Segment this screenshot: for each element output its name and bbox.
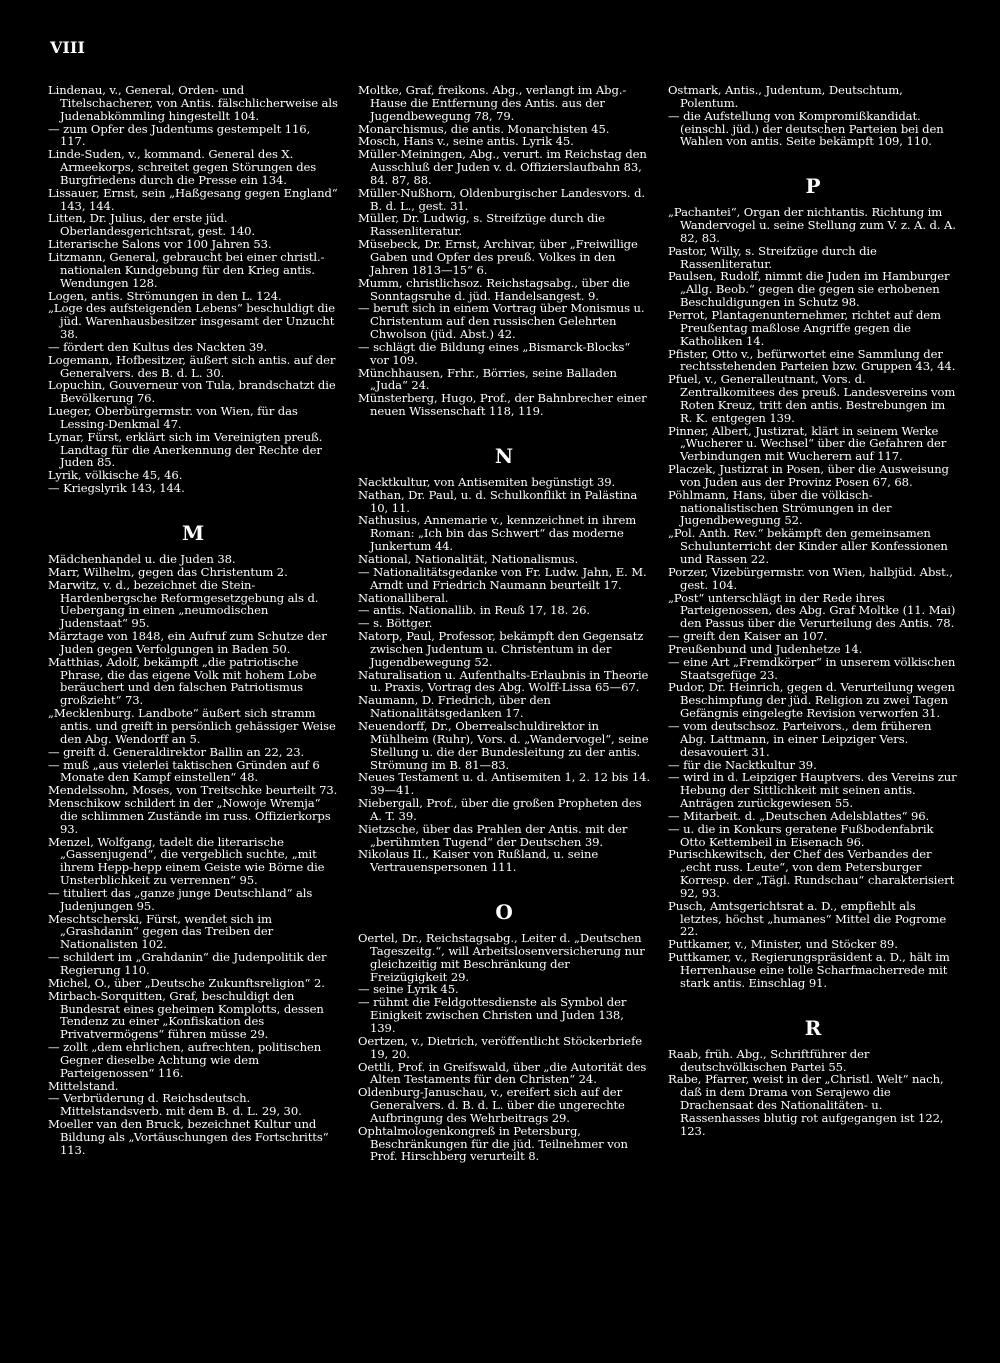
index-entry: Lopuchin, Gouverneur von Tula, brandschatzt die Bevölkerung 76.: [48, 378, 336, 406]
index-entry: Litten, Dr. Julius, der erste jüd. Oberlandesgerichtsrat, gest. 140.: [48, 211, 256, 239]
index-entry: Mirbach-Sorquitten, Graf, beschuldigt den Bundesrat eines geheimen Komplotts, dessen Tendenz zu einer „Konfiskation des Privatvermögens“ führen müsse 29.: [48, 988, 324, 1042]
index-entry: Menschikow schildert in der „Nowoje Wremja“ die schlimmen Zustände im russ. Offizierkorps 93.: [48, 796, 331, 836]
index-entry: Moeller van den Bruck, bezeichnet Kultur und Bildung als „Vortäuschungen des Fortschritts“ 113.: [48, 1117, 329, 1157]
index-entry: Marr, Wilhelm, gegen das Christentum 2.: [48, 564, 288, 579]
index-entry: Pöhlmann, Hans, über die völkisch-nationalistischen Strömungen in der Jugendbewegung 52.: [668, 487, 892, 528]
index-entry: — schlägt die Bildung eines „Bismarck-Blocks“ vor 109.: [358, 339, 631, 367]
index-entry: Purischkewitsch, der Chef des Verbandes der „echt russ. Leute“, von dem Petersburger Korresp. der „Tägl. Rundschau“ charakterisiert 92, 93.: [668, 847, 955, 900]
index-entry: Nationalliberal.: [358, 590, 449, 605]
index-entry: Rabe, Pfarrer, weist in der „Christl. Welt“ nach, daß in dem Drama von Serajewo die Drachensaat des Nationalitäten- u. Rassenhasses blutig rot aufgegangen ist 122, 123.: [668, 1072, 944, 1138]
index-entry: Michel, O., über „Deutsche Zukunftsreligion“ 2.: [48, 975, 325, 990]
index-entry: Naturalisation u. Aufenthalts-Erlaubnis in Theorie u. Praxis, Vortrag des Abg. Wolff-Lissa 65—67.: [358, 667, 649, 695]
index-entry: Logen, antis. Strömungen in den L. 124.: [48, 288, 282, 303]
index-entry: Naumann, D. Friedrich, über den Nationalitätsgedanken 17.: [358, 693, 551, 721]
section-letter: O: [495, 900, 513, 925]
index-entry: Lueger, Oberbürgermstr. von Wien, für das Lessing-Denkmal 47.: [48, 404, 298, 431]
index-entry: Münsterberg, Hugo, Prof., der Bahnbrecher einer neuen Wissenschaft 118, 119.: [358, 391, 647, 419]
index-entry: „Loge des aufsteigenden Lebens“ beschuldigt die jüd. Warenhausbesitzer insgesamt der Unzucht 38.: [48, 301, 336, 342]
index-entry: — muß „aus vielerlei taktischen Gründen auf 6 Monate den Kampf einstellen“ 48.: [48, 757, 320, 785]
index-entry: — Nationalitätsgedanke von Fr. Ludw. Jahn, E. M. Arndt und Friedrich Naumann beurteilt 17.: [358, 564, 647, 592]
index-entry: Monarchismus, die antis. Monarchisten 45.: [358, 121, 610, 136]
index-entry: Moltke, Graf, freikons. Abg., verlangt im Abg.-Hause die Entfernung des Antis. aus der Jugendbewegung 78, 79.: [358, 83, 627, 123]
index-entry: Linde-Suden, v., kommand. General des X. Armeekorps, schreitet gegen Störungen des Burgfriedens durch die Presse ein 134.: [48, 147, 317, 187]
index-entry: — zum Opfer des Judentums gestempelt 116, 117.: [48, 121, 311, 149]
index-entry: — tituliert das „ganze junge Deutschland“ als Judenjungen 95.: [48, 885, 313, 913]
index-entry: Meschtscherski, Fürst, wendet sich im „Grashdanin“ gegen das Treiben der Nationalisten 102.: [48, 911, 274, 952]
index-entry: — zollt „dem ehrlichen, aufrechten, politischen Gegner dieselbe Achtung wie dem Parteigenossen“ 116.: [48, 1040, 322, 1080]
index-entry: Puttkamer, v., Minister, und Stöcker 89.: [668, 937, 898, 952]
index-entry: Literarische Salons vor 100 Jahren 53.: [48, 237, 272, 252]
index-entry: Lindenau, v., General, Orden- und Titelschacherer, von Antis. fälschlicherweise als Judenabkömmling hingestellt 104.: [48, 83, 338, 123]
index-entry: Oettli, Prof. in Greifswald, über „die Autorität des Alten Testaments für den Christen“ 24.: [358, 1059, 647, 1087]
index-entry: Matthias, Adolf, bekämpft „die patriotische Phrase, die das eigene Volk mit hohem Lobe beräuchert und den falschen Patriotismus großzieht“ 73.: [48, 654, 317, 708]
index-entry: Niebergall, Prof., über die großen Propheten des A. T. 39.: [358, 796, 642, 823]
index-entry: Nietzsche, über das Prahlen der Antis. mit der „berühmten Tugend“ der Deutschen 39.: [358, 821, 628, 849]
index-entry: — seine Lyrik 45.: [358, 982, 459, 997]
index-entry: Mosch, Hans v., seine antis. Lyrik 45.: [358, 134, 574, 149]
index-entry: Paulsen, Rudolf, nimmt die Juden im Hamburger „Allg. Beob.“ gegen die gegen sie erhobenen Beschuldigungen in Schutz 98.: [668, 269, 950, 310]
index-entry: Preußenbund und Judenhetze 14.: [668, 641, 863, 656]
index-entry: Ostmark, Antis., Judentum, Deutschtum, Polentum.: [668, 83, 903, 110]
index-entry: — rühmt die Feldgottesdienste als Symbol der Einigkeit zwischen Christen und Juden 138, 139.: [358, 995, 627, 1035]
index-entry: Pastor, Willy, s. Streifzüge durch die Rassenliteratur.: [668, 243, 877, 271]
page-number: VIII: [50, 38, 85, 57]
index-entry: Marwitz, v. d., bezeichnet die Stein-Hardenbergsche Reformgesetzgebung als d. Uebergang in einen „neumodischen Judenstaat“ 95.: [48, 577, 319, 631]
index-entry: Porzer, Vizebürgermstr. von Wien, halbjüd. Abst., gest. 104.: [668, 564, 953, 592]
section-letter: P: [805, 174, 821, 199]
index-entry: Neues Testament u. d. Antisemiten 1, 2. 12 bis 14. 39—41.: [358, 770, 651, 798]
index-entry: Pinner, Albert, Justizrat, klärt in seinem Werke „Wucherer u. Wechsel“ über die Gefahren der Verbindungen mit Wucherern auf 117.: [668, 423, 947, 464]
index-entry: Neuendorff, Dr., Oberrealschuldirektor in Mühlheim (Ruhr), Vors. d. „Wandervogel“, seine Stellung u. die der Bundesleitung zu der antis. Strömung im B. 81—83.: [358, 718, 649, 772]
index-entry: „Mecklenburg. Landbote“ äußert sich stramm antis. und greift in persönlich gehässiger Weise den Abg. Wendorff an 5.: [48, 706, 336, 746]
index-column-2: [358, 84, 650, 1163]
index-entry: Märztage von 1848, ein Aufruf zum Schutze der Juden gegen Verfolgungen in Baden 50.: [48, 629, 327, 656]
index-entry: Lyrik, völkische 45, 46.: [48, 468, 183, 483]
index-entry: Pudor, Dr. Heinrich, gegen d. Verurteilung wegen Beschimpfung der jüd. Religion zu zwei Tagen Gefängnis eingelegte Revision verworfen 31.: [668, 680, 955, 721]
index-entry: Oertel, Dr., Reichstagsabg., Leiter d. „Deutschen Tageszeitg.“, will Arbeitslosenversicherung nur gleichzeitig mit Beschränkung der Freizügigkeit 29.: [358, 931, 645, 984]
index-entry: Lissauer, Ernst, sein „Haßgesang gegen England“ 143, 144.: [48, 185, 338, 213]
index-entry: — Verbrüderung d. Reichsdeutsch. Mittelstandsverb. mit dem B. d. L. 29, 30.: [48, 1091, 302, 1119]
index-entry: Nacktkultur, von Antisemiten begünstigt 39.: [358, 474, 616, 489]
index-entry: Pfister, Otto v., befürwortet eine Sammlung der rechtsstehenden Parteien bzw. Gruppen 43, 44.: [668, 346, 956, 374]
index-entry: — Kriegslyrik 143, 144.: [48, 481, 185, 496]
index-entry: — Mitarbeit. d. „Deutschen Adelsblattes“ 96.: [668, 808, 930, 823]
index-entry: „Pachantei“, Organ der nichtantis. Richtung im Wandervogel u. seine Stellung zum V. z. A. d. A. 82, 83.: [668, 205, 956, 245]
index-entry: — beruft sich in einem Vortrag über Monismus u. Christentum auf den russischen Gelehrten Chwolson (jüd. Abst.) 42.: [358, 301, 645, 342]
index-entry: — vom deutschsoz. Parteivors., dem früheren Abg. Lattmann, in einer Leipziger Vers. desavouiert 31.: [668, 718, 932, 759]
index-entry: „Post“ unterschlägt in der Rede ihres Parteigenossen, des Abg. Graf Moltke (11. Mai) den Passus über die Verurteilung des Antis. 78.: [668, 590, 956, 631]
index-entry: Nikolaus II., Kaiser von Rußland, u. seine Vertrauenspersonen 111.: [358, 847, 599, 875]
index-entry: Mumm, christlichsoz. Reichstagsabg., über die Sonntagsruhe d. jüd. Handelsangest. 9.: [358, 275, 630, 303]
index-entry: — antis. Nationallib. in Reuß 17, 18. 26.: [358, 603, 590, 618]
index-entry: — die Aufstellung von Kompromißkandidat. (einschl. jüd.) der deutschen Parteien bei den Wahlen von antis. Seite bekämpft 109, 110.: [668, 108, 944, 149]
index-entry: Placzek, Justizrat in Posen, über die Ausweisung von Juden aus der Provinz Posen 67, 68.: [668, 462, 949, 489]
index-entry: — eine Art „Fremdkörper“ in unserem völkischen Staatsgefüge 23.: [668, 654, 956, 682]
index-entry: Mendelssohn, Moses, von Treitschke beurteilt 73.: [48, 783, 338, 798]
index-entry: Logemann, Hofbesitzer, äußert sich antis. auf der Generalvers. des B. d. L. 30.: [48, 352, 336, 380]
index-entry: Ophtalmologenkongreß in Petersburg, Beschränkungen für die jüd. Teilnehmer von Prof. Hirschberg verurteilt 8.: [358, 1123, 628, 1164]
index-column-1: [48, 84, 338, 1157]
index-entry: Litzmann, General, gebraucht bei einer christl.-nationalen Kundgebung für den Krieg antis. Wendungen 128.: [48, 249, 325, 290]
index-entry: Raab, früh. Abg., Schriftführer der deutschvölkischen Partei 55.: [668, 1046, 870, 1074]
index-entry: — u. die in Konkurs geratene Fußbodenfabrik Otto Kettembeil in Eisenach 96.: [668, 821, 934, 849]
index-entry: Mädchenhandel u. die Juden 38.: [48, 552, 236, 566]
index-entry: Nathusius, Annemarie v., kennzeichnet in ihrem Roman: „Ich bin das Schwert“ das moderne Junkertum 44.: [358, 513, 637, 554]
index-entry: Pusch, Amtsgerichtsrat a. D., empfiehlt als letztes, höchst „humanes“ Mittel die Pogrome 22.: [668, 898, 947, 939]
section-letter: N: [494, 443, 514, 468]
index-entry: — für die Nacktkultur 39.: [668, 757, 817, 772]
index-entry: — greift den Kaiser an 107.: [668, 629, 828, 644]
index-entry: — schildert im „Grahdanin“ die Judenpolitik der Regierung 110.: [48, 950, 327, 977]
section-letter: R: [804, 1015, 822, 1040]
index-entry: Oldenburg-Januschau, v., ereifert sich auf der Generalvers. d. B. d. L. über die ungerechte Aufbringung des Wehrbeitrags 29.: [358, 1085, 625, 1125]
index-entry: „Pol. Anth. Rev.“ bekämpft den gemeinsamen Schulunterricht der Kinder aller Konfessionen und Rassen 22.: [668, 526, 948, 566]
index-entry: Müller-Meiningen, Abg., verurt. im Reichstag den Ausschluß der Juden v. d. Offizierslaufbahn 83, 84. 87, 88.: [358, 147, 647, 187]
index-entry: — wird in d. Leipziger Hauptvers. des Vereins zur Hebung der Sittlichkeit mit seinen antis. Anträgen zurückgewiesen 55.: [668, 770, 957, 811]
index-entry: — s. Böttger.: [358, 616, 433, 631]
index-entry: Nathan, Dr. Paul, u. d. Schulkonflikt in Palästina 10, 11.: [358, 487, 638, 515]
index-entry: Müller, Dr. Ludwig, s. Streifzüge durch die Rassenliteratur.: [358, 211, 605, 239]
index-entry: Müller-Nußhorn, Oldenburgischer Landesvors. d. B. d. L., gest. 31.: [358, 185, 645, 213]
index-entry: Menzel, Wolfgang, tadelt die literarische „Gassenjugend“, die vergeblich suchte, „mit ihrem Hepp-hepp einem Geiste wie Börne die Unsterblichkeit zu verrennen“ 95.: [48, 834, 325, 888]
index-entry: Natorp, Paul, Professor, bekämpft den Gegensatz zwischen Judentum u. Christentum in der Jugendbewegung 52.: [358, 629, 644, 669]
index-entry: Müsebeck, Dr. Ernst, Archivar, über „Freiwillige Gaben und Opfer des preuß. Volkes in den Jahren 1813—15“ 6.: [358, 237, 638, 277]
index-entry: Münchhausen, Frhr., Börries, seine Balladen „Juda“ 24.: [358, 365, 617, 393]
section-letter: M: [181, 521, 205, 545]
index-entry: Oertzen, v., Dietrich, veröffentlicht Stöckerbriefe 19, 20.: [358, 1033, 643, 1061]
index-entry: — greift d. Generaldirektor Ballin an 22, 23.: [48, 744, 305, 759]
index-entry: — fördert den Kultus des Nackten 39.: [48, 339, 268, 354]
index-entry: Puttkamer, v., Regierungspräsident a. D., hält im Herrenhause eine tolle Scharfmacherrede mit stark antis. Einschlag 91.: [668, 950, 950, 990]
index-entry: Pfuel, v., Generalleutnant, Vors. d. Zentralkomitees des preuß. Landesvereins vom Roten Kreuz, tritt den antis. Bestrebungen im R. K. entgegen 139.: [668, 372, 956, 425]
index-entry: Lynar, Fürst, erklärt sich im Vereinigten preuß. Landtag für die Anerkennung der Rechte der Juden 85.: [48, 429, 323, 470]
index-entry: Mittelstand.: [48, 1078, 119, 1093]
index-entry: Perrot, Plantagenunternehmer, richtet auf dem Preußentag maßlose Angriffe gegen die Katholiken 14.: [668, 307, 941, 348]
index-column-3: [668, 84, 958, 1138]
index-entry: National, Nationalität, Nationalismus.: [358, 552, 579, 566]
